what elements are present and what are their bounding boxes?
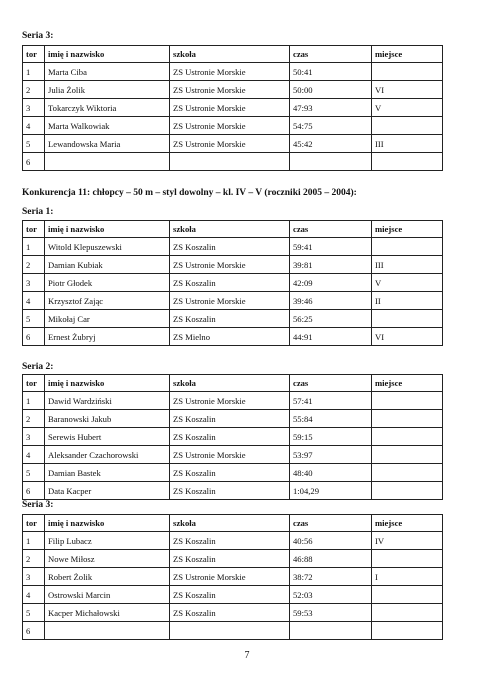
cell-name: Damian Bastek (45, 464, 170, 482)
cell-time: 45:42 (290, 135, 372, 153)
col-header-time: czas (290, 46, 372, 63)
table-header-row (23, 46, 443, 63)
cell-tor: 3 (23, 428, 45, 446)
cell-school: ZS Koszalin (170, 482, 290, 500)
cell-tor: 4 (23, 446, 45, 464)
competition-title: Konkurencja 11: chłopcy – 50 m – styl dowolny – kl. IV – V (roczniki 2005 – 2004): (22, 188, 357, 198)
cell-tor: 1 (23, 392, 45, 410)
cell-school: ZS Ustronie Morskie (170, 256, 290, 274)
table-row (23, 482, 443, 500)
cell-school: ZS Koszalin (170, 238, 290, 256)
cell-time: 39:81 (290, 256, 372, 274)
col-header-place: miejsce (372, 515, 443, 532)
cell-school (170, 622, 290, 640)
cell-time (290, 622, 372, 640)
cell-time: 52:03 (290, 586, 372, 604)
cell-place (372, 446, 443, 464)
cell-time: 44:91 (290, 328, 372, 346)
cell-tor: 6 (23, 482, 45, 500)
cell-tor: 2 (23, 81, 45, 99)
cell-school: ZS Ustronie Morskie (170, 568, 290, 586)
cell-name: Damian Kubiak (45, 256, 170, 274)
cell-time: 50:41 (290, 63, 372, 81)
cell-time: 59:41 (290, 238, 372, 256)
col-header-place: miejsce (372, 46, 443, 63)
cell-time: 59:53 (290, 604, 372, 622)
cell-school: ZS Mielno (170, 328, 290, 346)
cell-school: ZS Ustronie Morskie (170, 392, 290, 410)
cell-name: Baranowski Jakub (45, 410, 170, 428)
table-row (23, 604, 443, 622)
cell-place (372, 482, 443, 500)
cell-name (45, 153, 170, 171)
col-header-school: szkoła (170, 375, 290, 392)
cell-name: Piotr Głodek (45, 274, 170, 292)
cell-time: 53:97 (290, 446, 372, 464)
cell-name: Tokarczyk Wiktoria (45, 99, 170, 117)
col-header-school: szkoła (170, 221, 290, 238)
table-row (23, 328, 443, 346)
results-table-seria3-bottom (22, 514, 442, 640)
cell-place (372, 392, 443, 410)
cell-tor: 4 (23, 292, 45, 310)
cell-place (372, 604, 443, 622)
cell-name: Kacper Michałowski (45, 604, 170, 622)
cell-place: III (372, 135, 443, 153)
col-header-school: szkoła (170, 515, 290, 532)
cell-name: Ostrowski Marcin (45, 586, 170, 604)
cell-name: Witold Klepuszewski (45, 238, 170, 256)
cell-tor: 4 (23, 117, 45, 135)
cell-school: ZS Koszalin (170, 604, 290, 622)
cell-name: Ernest Żubryj (45, 328, 170, 346)
cell-school: ZS Koszalin (170, 464, 290, 482)
cell-place: II (372, 292, 443, 310)
table-row (23, 81, 443, 99)
cell-time: 1:04,29 (290, 482, 372, 500)
cell-place: VI (372, 328, 443, 346)
cell-place (372, 550, 443, 568)
cell-school: ZS Ustronie Morskie (170, 292, 290, 310)
cell-tor: 6 (23, 328, 45, 346)
table-row (23, 428, 443, 446)
cell-time: 50:00 (290, 81, 372, 99)
table-row (23, 532, 443, 550)
results-table-seria2 (22, 374, 442, 500)
results-table-seria3-top (22, 45, 442, 171)
col-header-place: miejsce (372, 221, 443, 238)
cell-tor: 6 (23, 153, 45, 171)
series-heading: Seria 2: (22, 362, 54, 372)
cell-place (372, 622, 443, 640)
cell-tor: 1 (23, 63, 45, 81)
cell-place (372, 238, 443, 256)
cell-school: ZS Koszalin (170, 310, 290, 328)
cell-school: ZS Koszalin (170, 410, 290, 428)
cell-place: V (372, 99, 443, 117)
cell-time: 57:41 (290, 392, 372, 410)
col-header-tor: tor (23, 221, 45, 238)
cell-school: ZS Koszalin (170, 586, 290, 604)
cell-school: ZS Koszalin (170, 428, 290, 446)
cell-school: ZS Koszalin (170, 274, 290, 292)
cell-name: Marta Walkowiak (45, 117, 170, 135)
cell-name: Dawid Wardziński (45, 392, 170, 410)
cell-time: 55:84 (290, 410, 372, 428)
table-header-row (23, 515, 443, 532)
cell-time (290, 153, 372, 171)
cell-time: 39:46 (290, 292, 372, 310)
cell-name: Aleksander Czachorowski (45, 446, 170, 464)
cell-time: 48:40 (290, 464, 372, 482)
col-header-school: szkoła (170, 46, 290, 63)
table-row (23, 292, 443, 310)
table-row (23, 274, 443, 292)
cell-tor: 5 (23, 604, 45, 622)
results-table-seria1 (22, 220, 442, 346)
cell-time: 54:75 (290, 117, 372, 135)
cell-name: Filip Lubacz (45, 532, 170, 550)
cell-school: ZS Ustronie Morskie (170, 63, 290, 81)
cell-time: 47:93 (290, 99, 372, 117)
cell-name: Julia Żolik (45, 81, 170, 99)
cell-name: Lewandowska Maria (45, 135, 170, 153)
cell-tor: 6 (23, 622, 45, 640)
col-header-time: czas (290, 515, 372, 532)
cell-place (372, 117, 443, 135)
cell-name: Marta Ciba (45, 63, 170, 81)
cell-place (372, 410, 443, 428)
series-heading: Seria 3: (22, 31, 54, 41)
cell-name: Mikołaj Car (45, 310, 170, 328)
table-row (23, 622, 443, 640)
cell-place: III (372, 256, 443, 274)
cell-school (170, 153, 290, 171)
cell-tor: 3 (23, 274, 45, 292)
cell-place: V (372, 274, 443, 292)
cell-place: I (372, 568, 443, 586)
col-header-tor: tor (23, 46, 45, 63)
series-heading: Seria 1: (22, 207, 54, 217)
cell-school: ZS Ustronie Morskie (170, 446, 290, 464)
cell-time: 42:09 (290, 274, 372, 292)
col-header-name: imię i nazwisko (45, 46, 170, 63)
cell-tor: 5 (23, 464, 45, 482)
cell-tor: 3 (23, 99, 45, 117)
cell-name: Krzysztof Zając (45, 292, 170, 310)
cell-place (372, 428, 443, 446)
table-row (23, 550, 443, 568)
cell-place (372, 310, 443, 328)
cell-tor: 2 (23, 410, 45, 428)
cell-place (372, 586, 443, 604)
cell-time: 56:25 (290, 310, 372, 328)
table-row (23, 238, 443, 256)
col-header-time: czas (290, 375, 372, 392)
col-header-tor: tor (23, 515, 45, 532)
cell-name: Nowe Miłosz (45, 550, 170, 568)
cell-school: ZS Koszalin (170, 532, 290, 550)
table-row (23, 446, 443, 464)
table-row (23, 392, 443, 410)
col-header-tor: tor (23, 375, 45, 392)
cell-place (372, 464, 443, 482)
cell-tor: 1 (23, 532, 45, 550)
cell-school: ZS Koszalin (170, 550, 290, 568)
table-row (23, 256, 443, 274)
cell-tor: 2 (23, 550, 45, 568)
table-row (23, 135, 443, 153)
table-row (23, 153, 443, 171)
page-number: 7 (244, 650, 250, 661)
cell-tor: 2 (23, 256, 45, 274)
cell-tor: 5 (23, 135, 45, 153)
cell-school: ZS Ustronie Morskie (170, 99, 290, 117)
table-row (23, 464, 443, 482)
cell-name: Serewis Hubert (45, 428, 170, 446)
cell-tor: 5 (23, 310, 45, 328)
table-row (23, 117, 443, 135)
cell-tor: 3 (23, 568, 45, 586)
cell-place: IV (372, 532, 443, 550)
cell-school: ZS Ustronie Morskie (170, 81, 290, 99)
table-header-row (23, 375, 443, 392)
cell-time: 40:56 (290, 532, 372, 550)
cell-place: VI (372, 81, 443, 99)
table-row (23, 99, 443, 117)
cell-place (372, 63, 443, 81)
cell-tor: 4 (23, 586, 45, 604)
cell-school: ZS Ustronie Morskie (170, 117, 290, 135)
cell-time: 38:72 (290, 568, 372, 586)
cell-time: 46:88 (290, 550, 372, 568)
cell-name (45, 622, 170, 640)
table-row (23, 586, 443, 604)
col-header-place: miejsce (372, 375, 443, 392)
cell-place (372, 153, 443, 171)
cell-time: 59:15 (290, 428, 372, 446)
col-header-name: imię i nazwisko (45, 515, 170, 532)
col-header-name: imię i nazwisko (45, 375, 170, 392)
table-header-row (23, 221, 443, 238)
col-header-time: czas (290, 221, 372, 238)
cell-name: Robert Żolik (45, 568, 170, 586)
cell-tor: 1 (23, 238, 45, 256)
cell-name: Data Kacper (45, 482, 170, 500)
table-row (23, 310, 443, 328)
series-heading: Seria 3: (22, 500, 54, 510)
cell-school: ZS Ustronie Morskie (170, 135, 290, 153)
table-row (23, 410, 443, 428)
table-row (23, 568, 443, 586)
col-header-name: imię i nazwisko (45, 221, 170, 238)
table-row (23, 63, 443, 81)
